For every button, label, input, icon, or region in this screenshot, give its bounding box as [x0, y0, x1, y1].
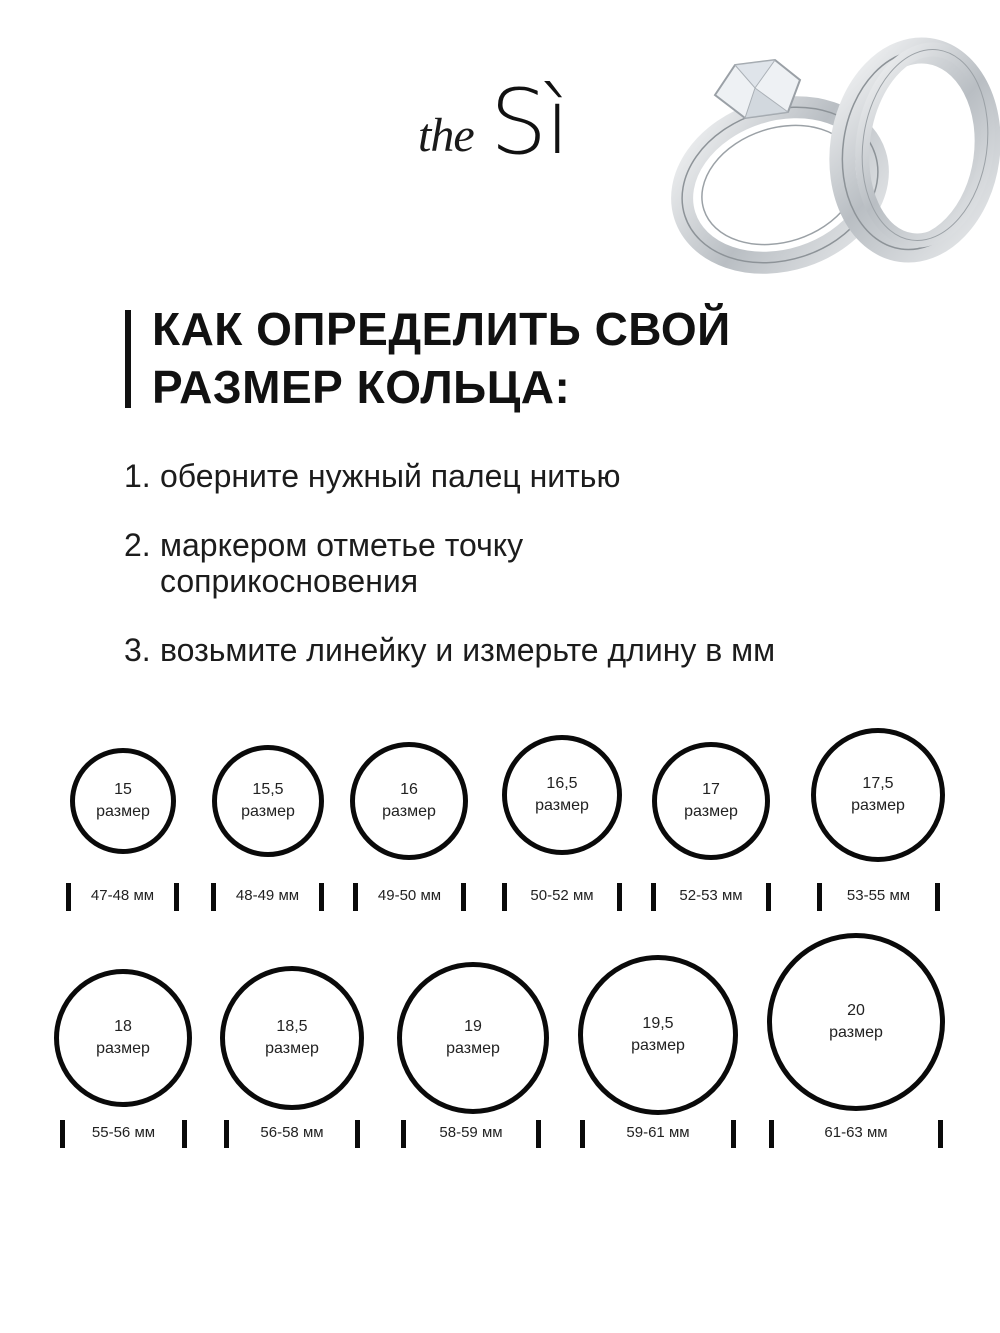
ring-size-circle — [350, 742, 468, 860]
ruler-mark-right — [174, 883, 179, 911]
brand-logo-prefix: the — [418, 109, 474, 162]
ring-size-label: размер — [446, 1040, 500, 1057]
ruler-mark-right — [461, 883, 466, 911]
ruler-mark-right — [766, 883, 771, 911]
ring-mm-text: 56-58 мм — [260, 1124, 324, 1141]
ring-mm-range — [502, 881, 622, 911]
ruler-mark-right — [319, 883, 324, 911]
ring-mm-range — [211, 881, 324, 911]
brand-logo — [418, 70, 618, 175]
ring-size-circle — [212, 745, 324, 857]
ring-size-circle — [54, 969, 192, 1107]
ruler-mark-right — [355, 1120, 360, 1148]
ring-mm-range — [353, 881, 466, 911]
ring-size-circle — [767, 933, 945, 1111]
ring-mm-text: 50-52 мм — [530, 887, 594, 904]
ring-size-circle — [397, 962, 549, 1114]
ring-size-circle — [70, 748, 176, 854]
step-text: возьмите линейку и измерьте длину в мм — [160, 632, 776, 668]
instruction-step — [124, 527, 984, 599]
ring-mm-text: 49-50 мм — [377, 887, 442, 904]
step-number: 3. — [124, 632, 151, 668]
ring-mm-range — [651, 881, 771, 911]
ring-size-label: размер — [851, 797, 905, 814]
ring-size-value: 16,5 — [546, 775, 578, 792]
ring-size-circle — [220, 966, 364, 1110]
title-accent-bar — [125, 310, 131, 408]
ring-size-label: размер — [96, 803, 150, 820]
ring-mm-range — [769, 1118, 943, 1148]
ring-size-value: 15,5 — [252, 781, 284, 798]
ring-size-value: 18,5 — [276, 1018, 308, 1035]
ring-size-value: 19,5 — [642, 1015, 674, 1032]
rings-illustration — [660, 0, 1000, 300]
ruler-mark-right — [935, 883, 940, 911]
instruction-step — [124, 458, 984, 494]
instruction-step — [124, 632, 984, 668]
ring-size-circle — [578, 955, 738, 1115]
ring-size-value: 18 — [114, 1018, 132, 1035]
ring-size-value: 16 — [400, 781, 418, 798]
ring-mm-text: 61-63 мм — [824, 1124, 888, 1141]
ring-mm-text: 47-48 мм — [90, 887, 155, 904]
ring-mm-range — [401, 1118, 541, 1148]
ring-mm-text: 58-59 мм — [439, 1124, 503, 1141]
ring-size-value: 17 — [702, 781, 720, 798]
ring-mm-range — [580, 1118, 736, 1148]
ring-mm-text: 55-56 мм — [91, 1124, 156, 1141]
ring-size-label: размер — [382, 803, 436, 820]
gemstone-illustration — [715, 60, 800, 118]
ring-mm-text: 48-49 мм — [235, 887, 300, 904]
ruler-mark-right — [938, 1120, 943, 1148]
step-number: 2. — [124, 527, 151, 563]
ring-size-label: размер — [241, 803, 295, 820]
ruler-mark-right — [617, 883, 622, 911]
ring-mm-text: 53-55 мм — [846, 887, 911, 904]
ring-size-label: размер — [265, 1040, 319, 1057]
ring-mm-text: 59-61 мм — [626, 1124, 690, 1141]
ring-size-label: размер — [631, 1037, 685, 1054]
instruction-steps — [124, 458, 984, 701]
ring-size-label: размер — [684, 803, 738, 820]
ring-size-value: 15 — [114, 781, 132, 798]
ring-size-circle — [811, 728, 945, 862]
ring-size-value: 20 — [847, 1002, 865, 1019]
ring-mm-range — [66, 881, 179, 911]
ring-mm-text: 52-53 мм — [679, 887, 743, 904]
ring-size-label: размер — [829, 1024, 883, 1041]
band-ring-illustration — [830, 41, 1000, 259]
ring-mm-range — [224, 1118, 360, 1148]
page-title — [152, 300, 731, 416]
ring-size-circle — [502, 735, 622, 855]
page-title-line-2: РАЗМЕР КОЛЬЦА: — [152, 361, 571, 413]
step-text: маркером отметье точку соприкосновения — [160, 527, 524, 599]
ring-mm-range — [817, 881, 940, 911]
ring-size-value: 19 — [464, 1018, 482, 1035]
step-number: 1. — [124, 458, 151, 494]
ring-size-label: размер — [535, 797, 589, 814]
ring-mm-range — [60, 1118, 187, 1148]
page-title-line-1: КАК ОПРЕДЕЛИТЬ СВОЙ — [152, 303, 731, 355]
brand-logo-name: Sì — [490, 70, 569, 175]
ring-size-label: размер — [96, 1040, 150, 1057]
step-text: оберните нужный палец нитью — [160, 458, 621, 494]
ruler-mark-right — [536, 1120, 541, 1148]
ruler-mark-right — [182, 1120, 187, 1148]
ring-size-circle — [652, 742, 770, 860]
ring-size-value: 17,5 — [862, 775, 894, 792]
ruler-mark-right — [731, 1120, 736, 1148]
